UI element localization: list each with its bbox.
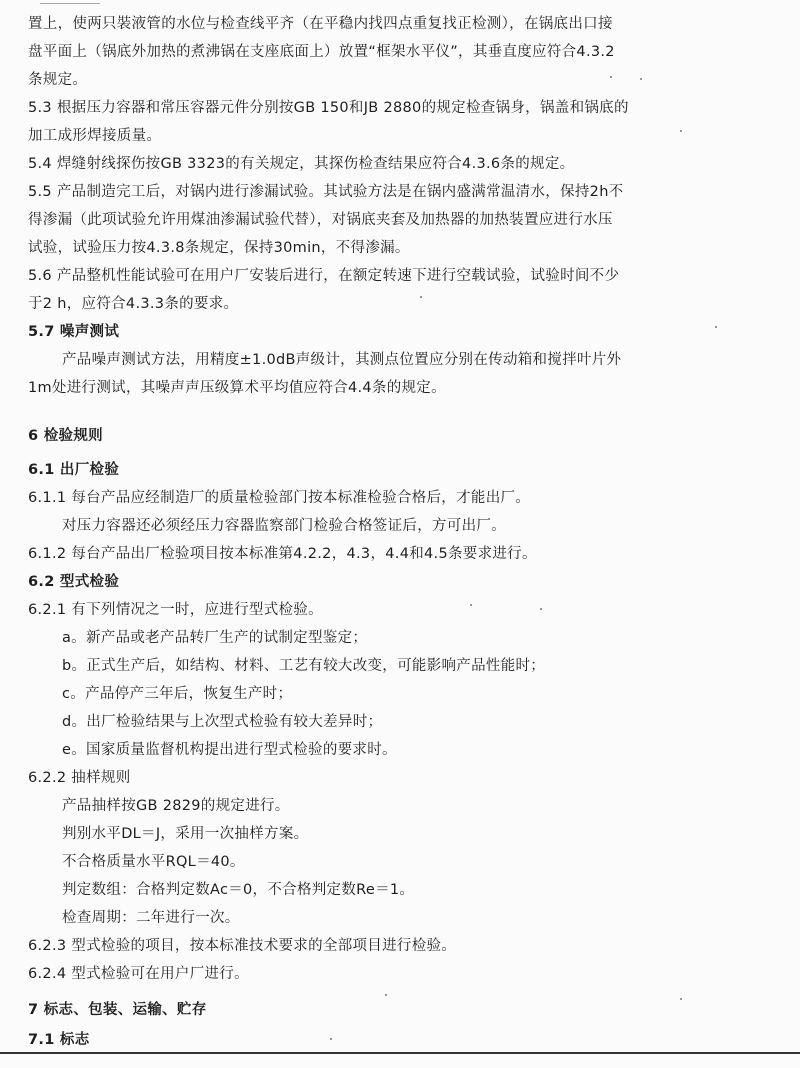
list-item-a: a。新产品或老产品转厂生产的试制定型鉴定；: [62, 630, 368, 646]
list-item-d: d。出厂检验结果与上次型式检验有较大差异时；: [62, 714, 383, 730]
text-line: 判定数组：合格判定数Ac＝0，不合格判定数Re＝1。: [62, 882, 415, 898]
top-rule: [40, 3, 100, 4]
scan-speck: [330, 1038, 332, 1040]
section-5-7-heading: 5.7 噪声测试: [28, 324, 120, 340]
text-line: 1m处进行测试，其噪声声压级算术平均值应符合4.4条的规定。: [28, 380, 446, 396]
section-6-2-1: 6.2.1 有下列情况之一时，应进行型式检验。: [28, 602, 323, 618]
section-6-2-2-heading: 6.2.2 抽样规则: [28, 770, 131, 786]
section-6-2-4: 6.2.4 型式检验可在用户厂进行。: [28, 966, 249, 982]
section-6-1-heading: 6.1 出厂检验: [28, 462, 120, 478]
scan-speck: [715, 326, 717, 328]
text-line: 盘平面上（锅底外加热的煮沸锅在支座底面上）放置“框架水平仪”，其垂直度应符合4.3.2: [28, 44, 615, 60]
text-line: 试验，试验压力按4.3.8条规定，保持30min，不得渗漏。: [28, 240, 410, 256]
text-line: 于2 h，应符合4.3.3条的要求。: [28, 296, 239, 312]
section-6-1-1: 6.1.1 每台产品应经制造厂的质量检验部门按本标准检验合格后，才能出厂。: [28, 490, 531, 506]
text-line: 条规定。: [28, 72, 88, 88]
text-line: 产品噪声测试方法，用精度±1.0dB声级计，其测点位置应分别在传动箱和搅拌叶片外: [62, 352, 622, 368]
text-line: 加工成形焊接质量。: [28, 128, 162, 144]
section-6-1-2: 6.1.2 每台产品出厂检验项目按本标准第4.2.2，4.3，4.4和4.5条要求进行。: [28, 546, 537, 562]
scan-speck: [640, 78, 642, 80]
text-line: 判别水平DL＝J，采用一次抽样方案。: [62, 826, 309, 842]
text-line: 检查周期：二年进行一次。: [62, 910, 240, 926]
section-5-4: 5.4 焊缝射线探伤按GB 3323的有关规定，其探伤检查结果应符合4.3.6条的规定。: [28, 156, 575, 172]
section-7-heading: 7 标志、包装、运输、贮存: [28, 1002, 207, 1018]
section-6-heading: 6 检验规则: [28, 428, 103, 444]
text-line: 置上，使两只裝液管的水位与检查线平齐（在平稳内找四点重复找正检测），在锅底出口接: [28, 16, 613, 32]
text-line: 不合格质量水平RQL＝40。: [62, 854, 245, 870]
text-line: 产品抽样按GB 2829的规定进行。: [62, 798, 290, 814]
list-item-c: c。产品停产三年后，恢复生产时；: [62, 686, 293, 702]
scan-speck: [680, 998, 682, 1000]
section-7-1-heading: 7.1 标志: [28, 1032, 90, 1048]
bottom-rule: [0, 1052, 800, 1054]
text-line: 对压力容器还必须经压力容器监察部门检验合格签证后，方可出厂。: [62, 518, 506, 534]
section-6-2-heading: 6.2 型式检验: [28, 574, 120, 590]
scan-speck: [470, 604, 472, 606]
list-item-b: b。正式生产后，如结构、材料、工艺有较大改变，可能影响产品性能时；: [62, 658, 546, 674]
scan-speck: [680, 130, 682, 132]
scan-speck: [540, 608, 542, 610]
scan-speck: [610, 76, 612, 78]
section-6-2-3: 6.2.3 型式检验的项目，按本标准技术要求的全部项目进行检验。: [28, 938, 457, 954]
text-line: 得渗漏（此项试验允许用煤油渗漏试验代替），对锅底夹套及加热器的加热装置应进行水压: [28, 212, 613, 228]
scan-speck: [420, 296, 422, 298]
scan-speck: [385, 994, 387, 996]
section-5-6: 5.6 产品整机性能试验可在用户厂安装后进行，在额定转速下进行空载试验，试验时间不少: [28, 268, 620, 284]
list-item-e: e。国家质量监督机构提出进行型式检验的要求时。: [62, 742, 397, 758]
section-5-5: 5.5 产品制造完工后，对锅内进行渗漏试验。其试验方法是在锅内盛满常温清水，保持2h不: [28, 184, 624, 200]
section-5-3: 5.3 根据压力容器和常压容器元件分别按GB 150和JB 2880的规定检查锅身，锅盖和锅底的: [28, 100, 629, 116]
